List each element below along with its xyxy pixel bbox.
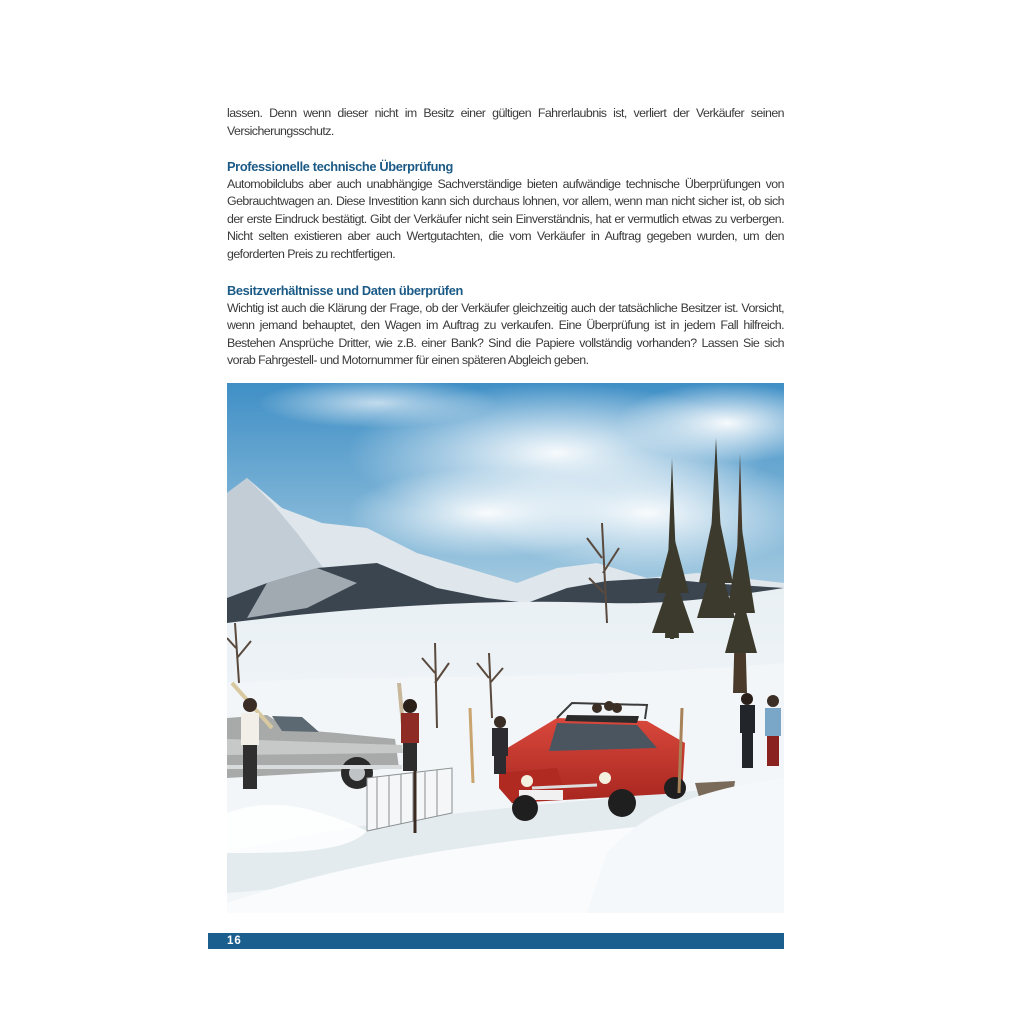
winter-car-photo xyxy=(227,383,784,913)
section-heading: Besitzverhältnisse und Daten überprüfen xyxy=(227,283,463,298)
intro-paragraph xyxy=(227,105,784,140)
intro-text: lassen. Denn wenn dieser nicht im Besitz einer gültigen Fahrerlaubnis ist, verliert der Verkäufer seinen Versicherungsschutz. xyxy=(227,106,784,138)
footer-bar xyxy=(208,933,784,949)
section-heading: Professionelle technische Überprüfung xyxy=(227,159,453,174)
section-ownership-check xyxy=(227,282,784,370)
page-number: 16 xyxy=(227,935,242,947)
section-technical-inspection xyxy=(227,158,784,263)
section-body: Wichtig ist auch die Klärung der Frage, ob der Verkäufer gleichzeitig auch der tatsächliche Besitzer ist. Vorsicht, wenn jemand behauptet, den Wagen im Auftrag zu verkaufen. Eine Überprüfung ist in jedem Fall hilfreich. Bestehen Ansprüche Dritter, wie z.B. einer Bank? Sind die Papiere vollständig vorhanden? Lassen Sie sich vorab Fahrgestell- und Motornummer für einen späteren Abgleich geben. xyxy=(227,300,784,367)
photo-illustration xyxy=(227,383,784,913)
section-body: Automobilclubs aber auch unabhängige Sachverständige bieten aufwändige technische Überprüfungen von Gebrauchtwagen an. Diese Investition kann sich durchaus lohnen, vor allem, wenn man nicht sicher ist, ob sich der erste Eindruck bestätigt. Gibt der Verkäufer nicht sein Einverständnis, hat er vermutlich etwas zu verbergen. Nicht selten existieren aber auch Wertgutachten, die vom Verkäufer in Auftrag gegeben wurden, um den geforderten Preis zu rechtfertigen. xyxy=(227,176,784,261)
